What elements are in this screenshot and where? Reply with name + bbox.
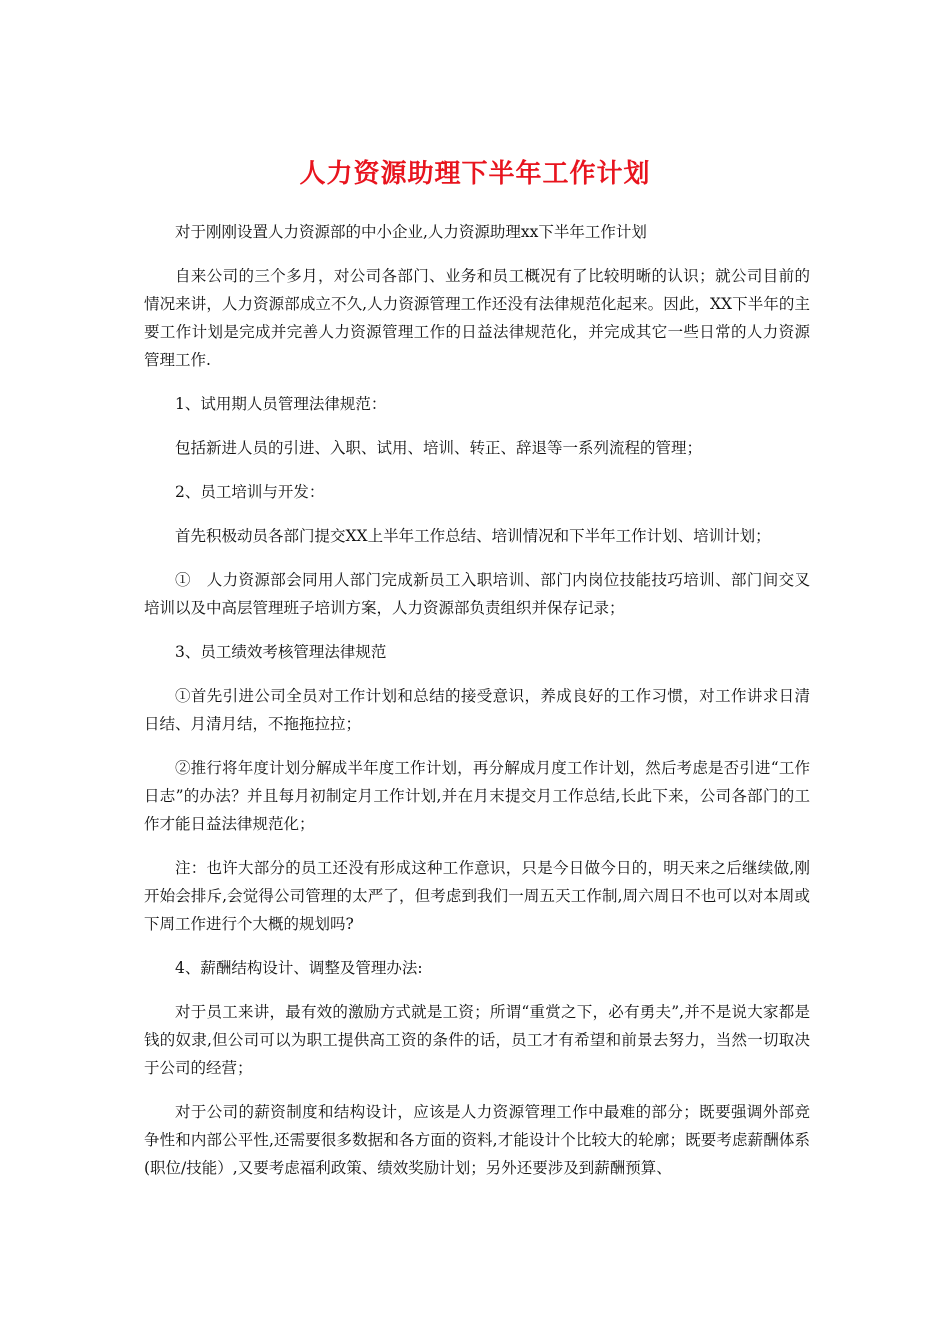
document-body [144, 218, 810, 1198]
paragraph-probation: 包括新进人员的引进、入职、试用、培训、转正、辞退等一系列流程的管理； [175, 439, 703, 457]
paragraph-note: 注：也许大部分的员工还没有形成这种工作意识，只是今日做今日的，明天来之后继续做,刚开始会排斥,会觉得公司管理的太严了，但考虑到我们一周五天工作制,周六周日不也可以对本周或下周工作进行个大概的规划吗? [144, 859, 810, 933]
heading-performance: 3、员工绩效考核管理法律规范 [175, 643, 387, 661]
paragraph-training-scheme: ① 人力资源部会同用人部门完成新员工入职培训、部门内岗位技能技巧培训、部门间交叉培训以及中高层管理班子培训方案，人力资源部负责组织并保存记录； [144, 571, 810, 617]
document-title: 人力资源助理下半年工作计划 [299, 159, 651, 189]
paragraph-overview: 自来公司的三个多月，对公司各部门、业务和员工概况有了比较明晰的认识；就公司目前的情况来讲，人力资源部成立不久,人力资源管理工作还没有法律规范化起来。因此，XX下半年的主要工作计划是完成并完善人力资源管理工作的日益法律规范化，并完成其它一些日常的人力资源管理工作. [144, 267, 810, 369]
paragraph-intro: 对于刚刚设置人力资源部的中小企业,人力资源助理xx下半年工作计划 [175, 223, 647, 241]
paragraph-compensation-1: 对于员工来讲，最有效的激励方式就是工资；所谓“重赏之下，必有勇夫”,并不是说大家都是钱的奴隶,但公司可以为职工提供高工资的条件的话，员工才有希望和前景去努力，当然一切取决于公司的经营； [144, 1003, 810, 1077]
heading-compensation: 4、薪酬结构设计、调整及管理办法: [175, 959, 423, 977]
paragraph-performance-2: ②推行将年度计划分解成半年度工作计划，再分解成月度工作计划，然后考虑是否引进“工作日志”的办法？并且每月初制定月工作计划,并在月末提交月工作总结,长此下来，公司各部门的工作才能日益法律规范化； [144, 759, 810, 833]
heading-probation: 1、试用期人员管理法律规范： [175, 395, 387, 413]
heading-training: 2、员工培训与开发： [175, 483, 325, 501]
paragraph-performance-1: ①首先引进公司全员对工作计划和总结的接受意识，养成良好的工作习惯，对工作讲求日清日结、月清月结，不拖拖拉拉； [144, 687, 810, 733]
paragraph-training-plans: 首先积极动员各部门提交XX上半年工作总结、培训情况和下半年工作计划、培训计划； [175, 527, 771, 545]
paragraph-compensation-2: 对于公司的薪资制度和结构设计，应该是人力资源管理工作中最难的部分；既要强调外部竞争性和内部公平性,还需要很多数据和各方面的资料,才能设计个比较大的轮廓；既要考虑薪酬体系(职位/技能）,又要考虑福利政策、绩效奖励计划；另外还要涉及到薪酬预算、 [144, 1103, 810, 1177]
